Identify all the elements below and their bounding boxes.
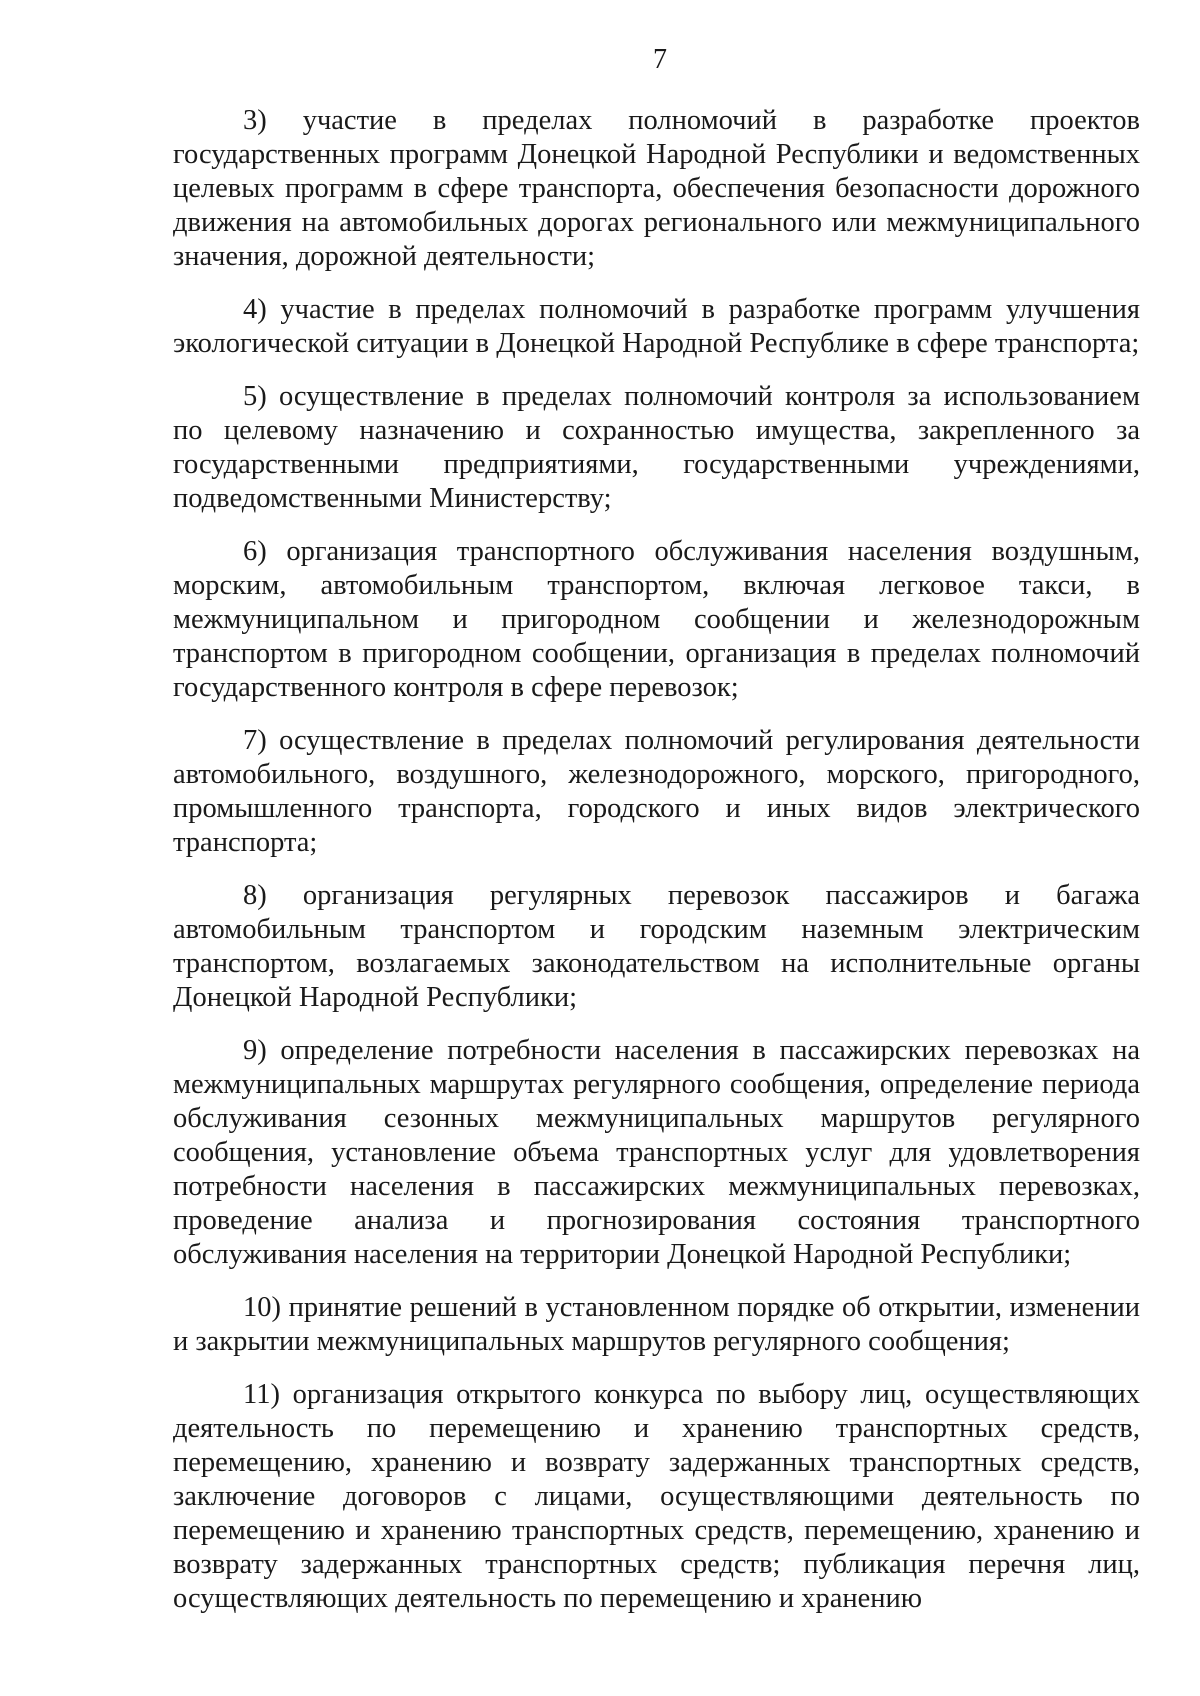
paragraph-item-5: 5) осуществление в пределах полномочий контроля за использованием по целевому назначению и сохранностью имущества, закрепленного за государственными предприятиями, государственными учреждениями, подведомственными Министерству; [173,381,1140,514]
paragraph-item-3: 3) участие в пределах полномочий в разработке проектов государственных программ Донецкой Народной Республики и ведомственных целевых программ в сфере транспорта, обеспечения безопасности дорожного движения на автомобильных дорогах регионального или межмуниципального значения, дорожной деятельности; [173,105,1140,272]
paragraph-item-10: 10) принятие решений в установленном порядке об открытии, изменении и закрытии межмуниципальных маршрутов регулярного сообщения; [173,1292,1140,1357]
paragraph-item-9: 9) определение потребности населения в пассажирских перевозках на межмуниципальных маршрутах регулярного сообщения, определение периода обслуживания сезонных межмуниципальных маршрутов регулярного сообщения, установление объема транспортных услуг для удовлетворения потребности населения в пассажирских межмуниципальных перевозках, проведение анализа и прогнозирования состояния транспортного обслуживания населения на территории Донецкой Народной Республики; [173,1035,1140,1270]
paragraph-item-11: 11) организация открытого конкурса по выбору лиц, осуществляющих деятельность по перемещению и хранению транспортных средств, перемещению, хранению и возврату задержанных транспортных средств, заключение договоров с лицами, осуществляющими деятельность по перемещению и хранению транспортных средств, перемещению, хранению и возврату задержанных транспортных средств; публикация перечня лиц, осуществляющих деятельность по перемещению и хранению [173,1379,1140,1614]
paragraph-item-8: 8) организация регулярных перевозок пассажиров и багажа автомобильным транспортом и городским наземным электрическим транспортом, возлагаемых законодательством на исполнительные органы Донецкой Народной Республики; [173,880,1140,1013]
paragraph-item-4: 4) участие в пределах полномочий в разработке программ улучшения экологической ситуации в Донецкой Народной Республике в сфере транспорта; [173,294,1140,359]
paragraph-item-7: 7) осуществление в пределах полномочий регулирования деятельности автомобильного, воздушного, железнодорожного, морского, пригородного, промышленного транспорта, городского и иных видов электрического транспорта; [173,725,1140,858]
page-number: 7 [653,44,667,75]
paragraph-item-6: 6) организация транспортного обслуживания населения воздушным, морским, автомобильным транспортом, включая легковое такси, в межмуниципальном и пригородном сообщении и железнодорожным транспортом в пригородном сообщении, организация в пределах полномочий государственного контроля в сфере перевозок; [173,536,1140,703]
document-body [173,104,1140,1635]
